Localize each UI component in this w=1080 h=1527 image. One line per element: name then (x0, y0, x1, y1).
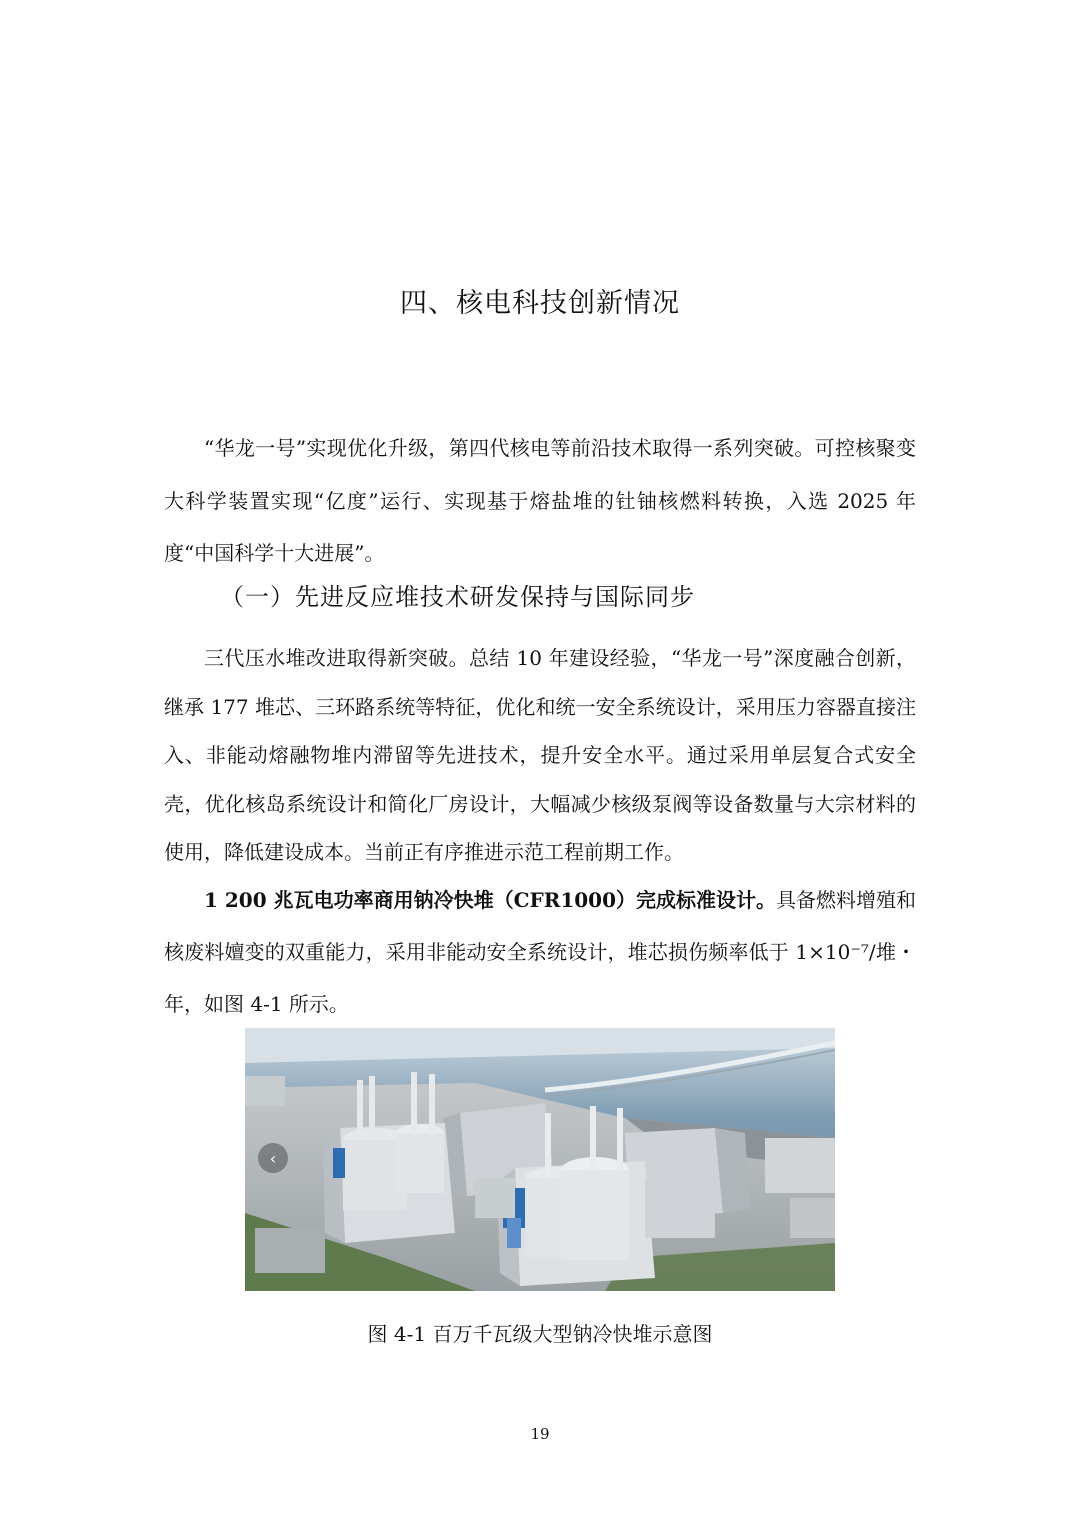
cfr1000-lead: 1 200 兆瓦电功率商用钠冷快堆（CFR1000）完成标准设计。 (204, 888, 776, 912)
section-heading: （一）先进反应堆技术研发保持与国际同步 (220, 583, 695, 611)
reactor-rendering-figure (245, 1028, 835, 1291)
cfr1000-body: 具备燃料增殖和核废料嬗变的双重能力，采用非能动安全系统设计，堆芯损伤频率低于 1×10⁻⁷/堆・年，如图 4-1 所示。 (164, 888, 916, 1016)
pwr-paragraph: 三代压水堆改进取得新突破。总结 10 年建设经验，“华龙一号”深度融合创新，继承 177 堆芯、三环路系统等特征，优化和统一安全系统设计，采用压力容器直接注入、非能动熔融物堆内滞留等先进技术，提升安全水平。通过采用单层复合式安全壳，优化核岛系统设计和简化厂房设计，大幅减少核级泵阀等设备数量与大宗材料的使用，降低建设成本。当前正有序推进示范工程前期工作。 (164, 646, 916, 864)
cfr1000-paragraph (164, 874, 916, 1030)
chevron-left-icon: ‹ (269, 1148, 277, 1168)
intro-paragraph: “华龙一号”实现优化升级，第四代核电等前沿技术取得一系列突破。可控核聚变大科学装置实现“亿度”运行、实现基于熔盐堆的钍铀核燃料转换，入选 2025 年度“中国科学十大进展”。 (164, 436, 916, 565)
carousel-prev-button[interactable] (258, 1143, 288, 1173)
page-title: 四、核电科技创新情况 (400, 288, 680, 319)
figure-caption: 图 4-1 百万千瓦级大型钠冷快堆示意图 (367, 1322, 713, 1346)
page-number: 19 (530, 1425, 550, 1443)
